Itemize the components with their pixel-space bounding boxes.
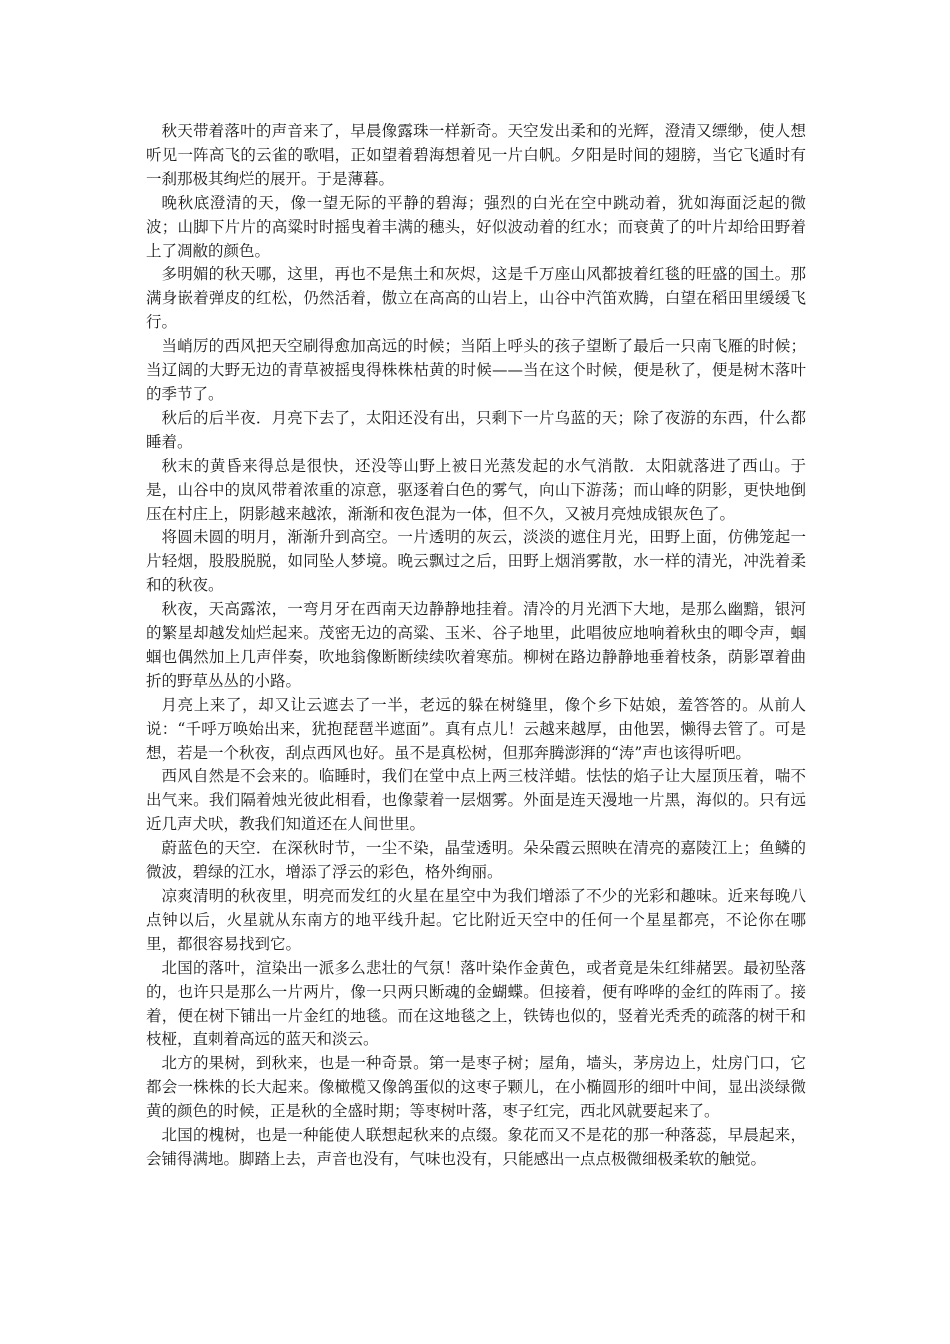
paragraph: 晚秋底澄清的天，像一望无际的平静的碧海；强烈的白光在空中跳动着，犹如海面泛起的微波；山脚下片片的高粱时时摇曳着丰满的穗头，好似波动着的红水；而衰黄了的叶片却给田野着上了凋敝的颜色。 [146, 193, 806, 260]
document-body [146, 120, 806, 1172]
paragraph: 多明媚的秋天哪，这里，再也不是焦土和灰烬，这是千万座山风都披着红毯的旺盛的国土。那满身嵌着弹皮的红松，仍然活着，傲立在高高的山岩上，山谷中汽笛欢腾，白望在稻田里缓缓飞行。 [146, 265, 806, 332]
paragraph: 蔚蓝色的天空．在深秋时节，一尘不染，晶莹透明。朵朵霞云照映在清亮的嘉陵江上；鱼鳞的微波，碧绿的江水，增添了浮云的彩色，格外绚丽。 [146, 839, 806, 882]
paragraph: 西风自然是不会来的。临睡时，我们在堂中点上两三枝洋蜡。怯怯的焰子让大屋顶压着，喘不出气来。我们隔着烛光彼此相看，也像蒙着一层烟雾。外面是连天漫地一片黑，海似的。只有远近几声犬吠，教我们知道还在人间世里。 [146, 767, 806, 834]
paragraph: 北国的落叶，渲染出一派多么悲壮的气氛！落叶染作金黄色，或者竟是朱红绯赭罢。最初坠落的，也许只是那么一片两片，像一只两只断魂的金蝴蝶。但接着，便有哗哗的金红的阵雨了。接着，便在树下铺出一片金红的地毯。而在这地毯之上，铁铸也似的，竖着光秃秃的疏落的树干和枝桠，直刺着高远的蓝天和淡云。 [146, 958, 806, 1049]
paragraph: 秋天带着落叶的声音来了，早晨像露珠一样新奇。天空发出柔和的光辉，澄清又缥缈，使人想听见一阵高飞的云雀的歌唱，正如望着碧海想着见一片白帆。夕阳是时间的翅膀，当它飞遁时有一刹那极其绚烂的展开。于是薄暮。 [146, 122, 806, 188]
paragraph: 将圆未圆的明月，渐渐升到高空。一片透明的灰云，淡淡的遮住月光，田野上面，仿佛笼起一片轻烟，股股脱脱，如同坠人梦境。晚云飘过之后，田野上烟消雾散，水一样的清光，冲洗着柔和的秋夜。 [146, 528, 806, 595]
paragraph: 秋夜，天高露浓，一弯月牙在西南天边静静地挂着。清冷的月光洒下大地，是那么幽黯，银河的繁星却越发灿烂起来。茂密无边的高粱、玉米、谷子地里，此唱彼应地响着秋虫的唧令声，蝈蝈也偶然加上几声伴奏，吹地翁像断断续续吹着寒茄。柳树在路边静静地垂着枝条，荫影罩着曲折的野草丛丛的小路。 [146, 600, 806, 690]
paragraph: 秋后的后半夜．月亮下去了，太阳还没有出，只剩下一片乌蓝的天；除了夜游的东西，什么都睡着。 [146, 408, 806, 451]
paragraph: 秋末的黄昏来得总是很快，还没等山野上被日光蒸发起的水气消散．太阳就落进了西山。于是，山谷中的岚风带着浓重的凉意，驱逐着白色的雾气，向山下游荡；而山峰的阴影，更快地倒压在村庄上，阴影越来越浓，渐渐和夜色混为一体，但不久，又被月亮烛成银灰色了。 [146, 456, 806, 523]
paragraph: 北国的槐树，也是一种能使人联想起秋来的点缀。象花而又不是花的那一种落蕊，早晨起来，会铺得满地。脚踏上去，声音也没有，气味也没有，只能感出一点点极微细极柔软的触觉。 [146, 1126, 806, 1168]
paragraph: 当峭厉的西风把天空刷得愈加高远的时候；当陌上呼头的孩子望断了最后一只南飞雁的时候；当辽阔的大野无边的青草被摇曳得株株枯黄的时候——当在这个时候，便是秋了，便是树木落叶的季节了。 [146, 337, 806, 403]
paragraph: 凉爽清明的秋夜里，明亮而发红的火星在星空中为我们增添了不少的光彩和趣味。近来每晚八点钟以后，火星就从东南方的地平线升起。它比附近天空中的任何一个星星都亮，不论你在哪里，都很容易找到它。 [146, 887, 806, 953]
paragraph: 月亮上来了，却又让云遮去了一半，老远的躲在树缝里，像个乡下姑娘，羞答答的。从前人说：“千呼万唤始出来，犹抱琵琶半遮面”。真有点儿！云越来越厚，由他罢，懒得去管了。可是想，若是一个秋夜，刮点西风也好。虽不是真松树，但那奔腾澎湃的“涛”声也该得听吧。 [146, 695, 806, 762]
paragraph: 北方的果树，到秋来，也是一种奇景。第一是枣子树；屋角，墙头，茅房边上，灶房门口，它都会一株株的长大起来。像橄榄又像鸽蛋似的这枣子颗儿，在小椭圆形的细叶中间，显出淡绿微黄的颜色的时候，正是秋的全盛时期；等枣树叶落，枣子红完，西北风就要起来了。 [146, 1054, 806, 1121]
